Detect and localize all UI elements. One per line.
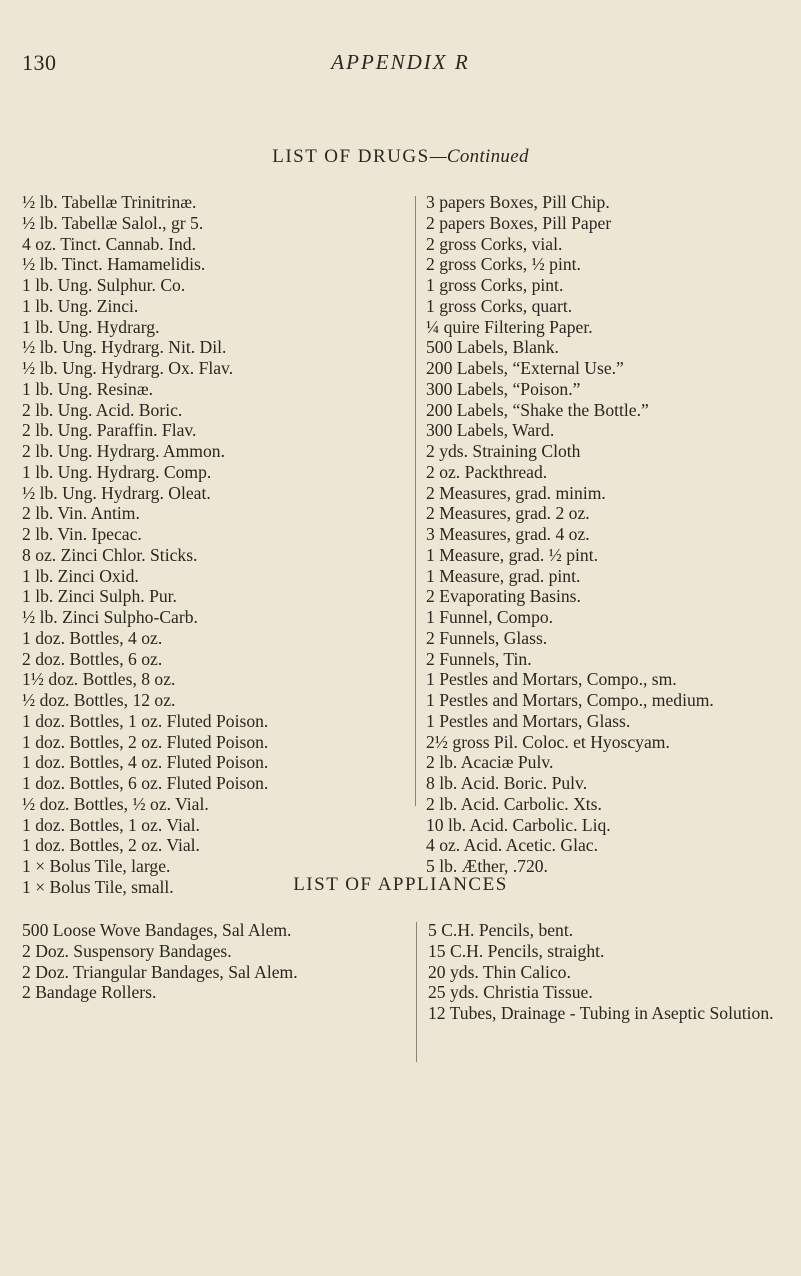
list-item: 1 doz. Bottles, 1 oz. Fluted Poison. xyxy=(22,710,269,731)
list-item: 2 gross Corks, vial. xyxy=(426,233,563,254)
list-item: 2½ gross Pil. Coloc. et Hyoscyam. xyxy=(426,731,670,752)
drugs-left-column xyxy=(22,192,394,898)
list-item: 2 Funnels, Tin. xyxy=(426,648,532,669)
list-item: 1 lb. Ung. Resinæ. xyxy=(22,378,153,399)
list-item: ½ lb. Ung. Hydrarg. Ox. Flav. xyxy=(22,358,234,378)
list-item: 1 doz. Bottles, 6 oz. Fluted Poison. xyxy=(22,773,269,793)
list-item: 2 gross Corks, ½ pint. xyxy=(426,254,581,275)
running-head: APPENDIX R xyxy=(331,50,470,74)
list-item: 1 doz. Bottles, 4 oz. xyxy=(22,627,163,648)
list-item: 1 doz. Bottles, 2 oz. Fluted Poison. xyxy=(22,731,269,752)
list-item: 200 Labels, “Shake the Bottle.” xyxy=(426,399,649,420)
list-item: 2 Doz. Triangular Bandages, Sal Alem. xyxy=(22,961,298,982)
list-item: 1 Funnel, Compo. xyxy=(426,607,554,627)
list-item: 5 C.H. Pencils, bent. xyxy=(428,920,574,940)
list-item: 1½ doz. Bottles, 8 oz. xyxy=(22,669,176,690)
list-item: ½ doz. Bottles, ½ oz. Vial. xyxy=(22,793,209,814)
list-item: 300 Labels, Ward. xyxy=(426,420,555,441)
list-item: 500 Labels, Blank. xyxy=(426,337,559,358)
list-item: 2 lb. Acid. Carbolic. Xts. xyxy=(426,793,602,814)
drugs-section-title xyxy=(0,146,801,168)
list-item: 8 lb. Acid. Boric. Pulv. xyxy=(426,773,588,793)
list-item: 1 × Bolus Tile, small. xyxy=(22,876,174,897)
list-item: 2 lb. Ung. Acid. Boric. xyxy=(22,399,183,420)
list-item: 200 Labels, “External Use.” xyxy=(426,358,624,378)
appliances-column-divider xyxy=(416,922,417,1062)
list-item: 1 × Bolus Tile, large. xyxy=(22,856,171,876)
list-item: 1 lb. Ung. Hydrarg. xyxy=(22,316,160,337)
list-item: 1 Measure, grad. ½ pint. xyxy=(426,544,598,565)
list-item: 2 Measures, grad. minim. xyxy=(426,482,606,503)
page-number: 130 xyxy=(22,50,57,75)
list-item: ½ doz. Bottles, 12 oz. xyxy=(22,690,176,710)
list-item: 2 Measures, grad. 2 oz. xyxy=(426,503,590,524)
list-item: 1 lb. Ung. Sulphur. Co. xyxy=(22,275,186,295)
list-item: 15 C.H. Pencils, straight. xyxy=(428,940,605,961)
drugs-title-text: LIST OF DRUGS xyxy=(272,146,430,167)
list-item: 5 lb. Æther, .720. xyxy=(426,856,548,876)
list-item: 1 doz. Bottles, 1 oz. Vial. xyxy=(22,814,200,835)
list-item: 10 lb. Acid. Carbolic. Liq. xyxy=(426,814,611,835)
list-item: 2 papers Boxes, Pill Paper xyxy=(426,212,612,233)
appliances-right-column xyxy=(428,920,798,1024)
list-item: 3 papers Boxes, Pill Chip. xyxy=(426,192,610,212)
list-item: 2 Doz. Suspensory Bandages. xyxy=(22,940,232,961)
list-item: 2 oz. Packthread. xyxy=(426,461,548,482)
list-item: 2 lb. Vin. Ipecac. xyxy=(22,524,142,544)
list-item: 2 Funnels, Glass. xyxy=(426,627,548,648)
list-item: 300 Labels, “Poison.” xyxy=(426,378,581,399)
drugs-right-column xyxy=(426,192,796,877)
list-item: ½ lb. Ung. Hydrarg. Nit. Dil. xyxy=(22,337,227,358)
list-item: 1 Pestles and Mortars, Compo., sm. xyxy=(426,669,677,690)
list-item: 2 doz. Bottles, 6 oz. xyxy=(22,648,163,669)
list-item: 3 Measures, grad. 4 oz. xyxy=(426,524,590,544)
list-item: 1 Pestles and Mortars, Compo., medium. xyxy=(426,690,714,710)
list-item: 8 oz. Zinci Chlor. Sticks. xyxy=(22,544,198,565)
list-item: 2 lb. Ung. Paraffin. Flav. xyxy=(22,420,197,441)
list-item: ½ lb. Zinci Sulpho-Carb. xyxy=(22,607,198,627)
list-item: 2 lb. Vin. Antim. xyxy=(22,503,140,524)
list-item: 2 lb. Ung. Hydrarg. Ammon. xyxy=(22,441,225,461)
drugs-continued-text: —Continued xyxy=(429,146,529,167)
list-item: 1 lb. Zinci Oxid. xyxy=(22,565,139,586)
appliances-section-title: LIST OF APPLIANCES xyxy=(293,874,508,895)
list-item: 2 lb. Acaciæ Pulv. xyxy=(426,752,554,773)
list-item: 2 yds. Straining Cloth xyxy=(426,441,581,461)
list-item: 1 lb. Ung. Zinci. xyxy=(22,295,139,316)
list-item: 1 gross Corks, quart. xyxy=(426,295,573,316)
list-item: 4 oz. Acid. Acetic. Glac. xyxy=(426,835,598,856)
appliances-left-column xyxy=(22,920,404,1003)
list-item: 25 yds. Christia Tissue. xyxy=(428,982,593,1003)
list-item: 500 Loose Wove Bandages, Sal Alem. xyxy=(22,920,292,940)
list-item: 1 Pestles and Mortars, Glass. xyxy=(426,710,631,731)
list-item: 1 gross Corks, pint. xyxy=(426,275,564,295)
list-item: 2 Evaporating Basins. xyxy=(426,586,581,607)
list-item: 1 Measure, grad. pint. xyxy=(426,565,581,586)
list-item: ½ lb. Tinct. Hamamelidis. xyxy=(22,254,206,275)
list-item: 1 lb. Zinci Sulph. Pur. xyxy=(22,586,177,607)
list-item: 1 lb. Ung. Hydrarg. Comp. xyxy=(22,461,212,482)
list-item: ¼ quire Filtering Paper. xyxy=(426,316,593,337)
list-item: 2 Bandage Rollers. xyxy=(22,982,157,1003)
drugs-column-divider xyxy=(415,196,416,806)
list-item: 4 oz. Tinct. Cannab. Ind. xyxy=(22,233,196,254)
list-item: ½ lb. Ung. Hydrarg. Oleat. xyxy=(22,482,211,503)
list-item: 1 doz. Bottles, 2 oz. Vial. xyxy=(22,835,200,856)
list-item: 20 yds. Thin Calico. xyxy=(428,961,571,982)
list-item: 1 doz. Bottles, 4 oz. Fluted Poison. xyxy=(22,752,269,773)
list-item: ½ lb. Tabellæ Trinitrinæ. xyxy=(22,192,197,212)
list-item: 12 Tubes, Drainage - Tubing in Aseptic Solution. xyxy=(428,1003,774,1023)
list-item: ½ lb. Tabellæ Salol., gr 5. xyxy=(22,212,204,233)
